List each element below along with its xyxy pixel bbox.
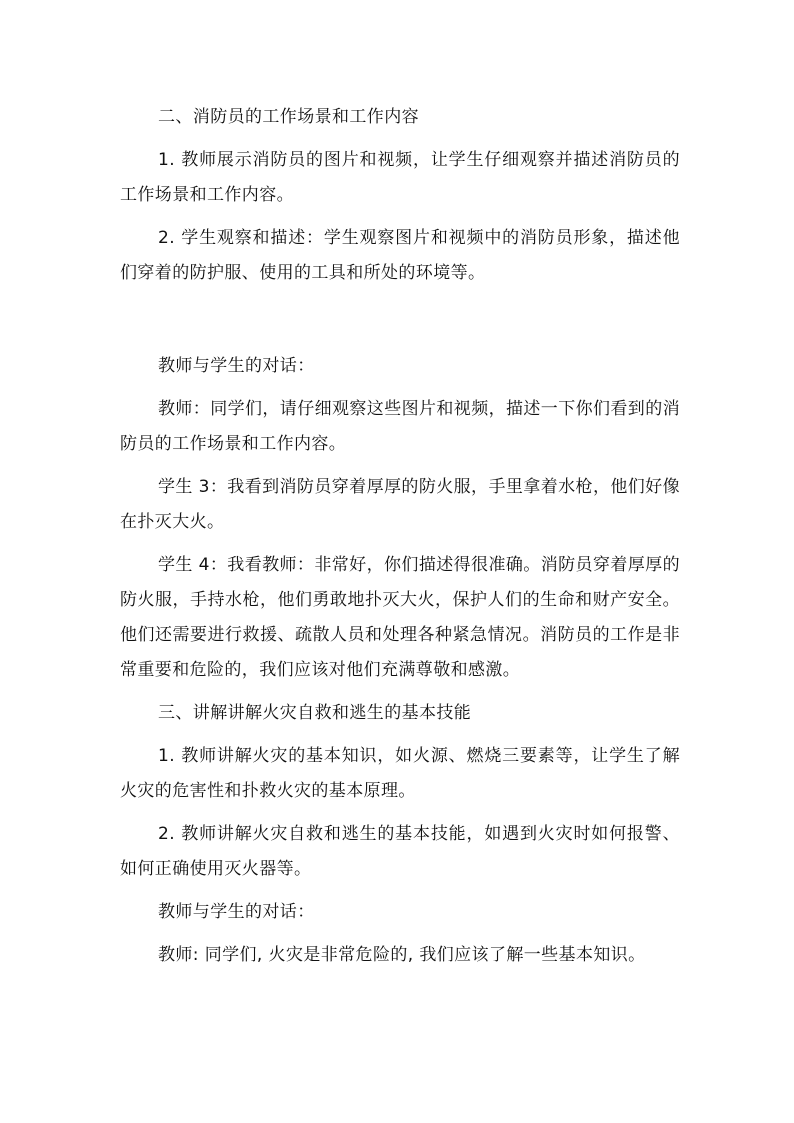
section-heading-3: 三、讲解讲解火灾自救和逃生的基本技能 — [158, 703, 472, 723]
dialogue-line: 教师: 同学们, 火灾是非常危险的, 我们应该了解一些基本知识。 — [158, 945, 646, 965]
section-heading-2: 二、消防员的工作场景和工作内容 — [158, 107, 419, 127]
paragraph: 2. 教师讲解火灾自救和逃生的基本技能，如遇到火灾时如何报警、如何正确使用灭火器等。 — [120, 824, 680, 879]
paragraph: 1. 教师讲解火灾的基本知识，如火源、燃烧三要素等，让学生了解火灾的危害性和扑救火灾的基本原理。 — [120, 746, 680, 801]
dialogue-line: 学生 3：我看到消防员穿着厚厚的防火服，手里拿着水枪，他们好像在扑灭大火。 — [120, 477, 680, 532]
dialogue-heading: 教师与学生的对话： — [158, 356, 315, 376]
dialogue-heading: 教师与学生的对话： — [158, 902, 315, 922]
dialogue-line: 教师：同学们，请仔细观察这些图片和视频，描述一下你们看到的消防员的工作场景和工作内容。 — [120, 399, 680, 454]
paragraph: 2. 学生观察和描述：学生观察图片和视频中的消防员形象，描述他们穿着的防护服、使用的工具和所处的环境等。 — [120, 228, 680, 283]
dialogue-line: 学生 4：我看教师：非常好，你们描述得很准确。消防员穿着厚厚的防火服，手持水枪，他们勇敢地扑灭大火，保护人们的生命和财产安全。他们还需要进行救援、疏散人员和处理各种紧急情况。消防员的工作是非常重要和危险的，我们应该对他们充满尊敬和感激。 — [120, 555, 680, 680]
document-body — [120, 100, 680, 973]
paragraph: 1. 教师展示消防员的图片和视频，让学生仔细观察并描述消防员的工作场景和工作内容。 — [120, 150, 680, 205]
